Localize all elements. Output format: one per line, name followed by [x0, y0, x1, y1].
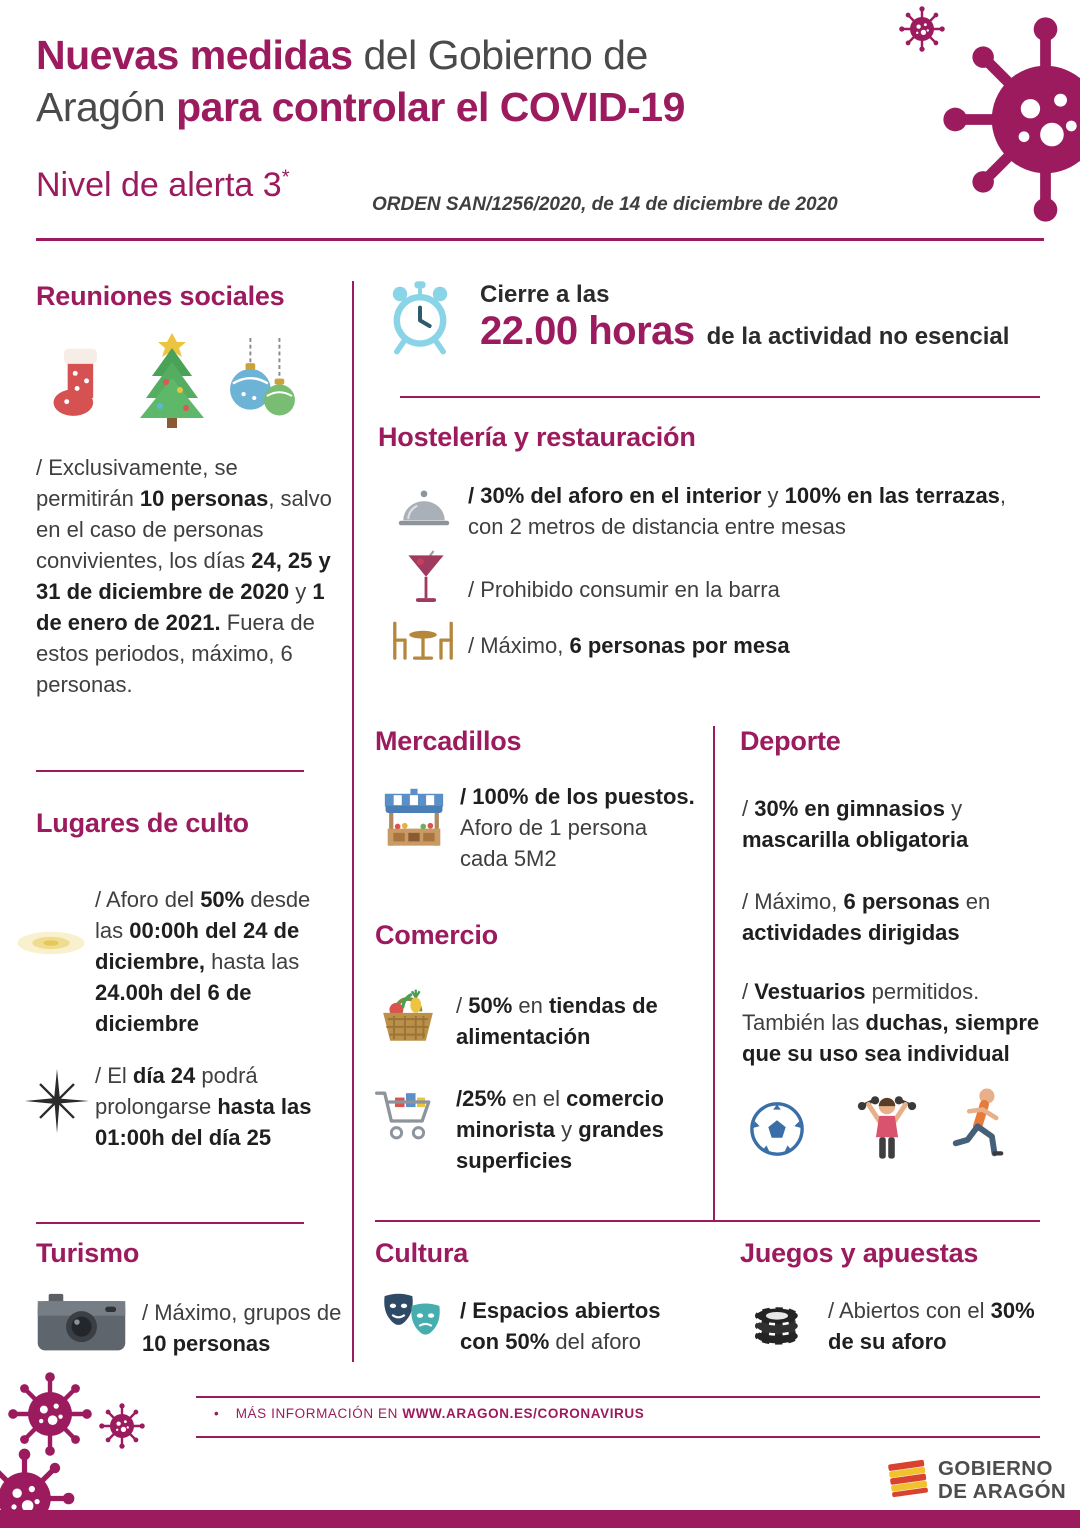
closure-banner: [480, 281, 1046, 354]
divider-vertical-columns: [713, 726, 715, 1220]
soccer-ball-icon: [748, 1100, 806, 1158]
section-title-juegos: Juegos y apuestas: [740, 1238, 979, 1268]
closure-line: [480, 309, 1046, 354]
deporte-item-2: / Máximo, 6 personas en actividades dirigidas: [742, 889, 991, 945]
footer-info-prefix: MÁS INFORMACIÓN EN: [235, 1406, 403, 1421]
closure-rest: de la actividad no esencial: [706, 323, 1010, 350]
turismo-body: / Máximo, grupos de 10 personas: [142, 1300, 342, 1356]
casino-chips-icon: [748, 1292, 806, 1348]
alert-level: [36, 166, 289, 205]
section-title-comercio: Comercio: [375, 920, 498, 950]
bottom-accent-bar: [0, 1510, 1080, 1528]
page-title-line1: Nuevas medidas del Gobierno de: [36, 32, 648, 78]
divider-closure: [400, 396, 1040, 398]
divider-vertical-main: [352, 281, 354, 1362]
footer-info: [214, 1406, 644, 1421]
comercio-item-2: /25% en el comercio minorista y grandes superficies: [456, 1086, 664, 1173]
divider-left-1: [36, 770, 304, 772]
christmas-star-icon: [24, 1068, 90, 1134]
alarm-clock-icon: [380, 278, 460, 358]
section-title-reuniones: Reuniones sociales: [36, 281, 285, 311]
christmas-tree-icon: [130, 330, 215, 430]
culto-item-2: / El día 24 podrá prolongarse hasta las 01:00h del día 25: [95, 1063, 312, 1150]
ornaments-icon: [222, 338, 302, 430]
aragon-flag-icon: [886, 1456, 930, 1500]
footer-url: WWW.ARAGON.ES/CORONAVIRUS: [402, 1406, 645, 1421]
hosteleria-item-2: / Prohibido consumir en la barra: [468, 577, 780, 602]
footer-divider-bottom: [196, 1436, 1040, 1438]
reuniones-body: / Exclusivamente, se permitirán 10 personas, salvo en el caso de personas convivientes, los días 24, 25 y 31 de diciembre de 2020 y 1 de enero de 2021. Fuera de estos periodos, máximo, 6 personas.: [36, 455, 332, 697]
coronavirus-icon: [938, 12, 1080, 227]
page-title: [36, 30, 926, 133]
runner-icon: [942, 1086, 1020, 1166]
coronavirus-icon-small: [898, 5, 946, 53]
alert-level-text: Nivel de alerta 3: [36, 166, 282, 204]
divider-left-2: [36, 1222, 304, 1224]
section-title-mercadillos: Mercadillos: [375, 726, 522, 756]
mercadillos-body: / 100% de los puestos. Aforo de 1 persona cada 5M2: [460, 784, 695, 871]
section-title-hosteleria: Hostelería y restauración: [378, 422, 696, 452]
section-title-turismo: Turismo: [36, 1238, 140, 1268]
footer-divider-top: [196, 1396, 1040, 1398]
table-chairs-icon: [390, 618, 456, 664]
serving-dish-icon: [396, 486, 452, 532]
government-logo-line1: GOBIERNO: [938, 1457, 1053, 1480]
coronavirus-icon-footer-2: [98, 1402, 146, 1450]
government-logo-line2: DE ARAGÓN: [938, 1480, 1067, 1503]
hosteleria-item-1: / 30% del aforo en el interior y 100% en las terrazas, con 2 metros de distancia entre mesas: [468, 483, 1007, 539]
candle-glow-icon: [12, 915, 90, 971]
weightlifter-icon: [850, 1088, 924, 1166]
section-title-deporte: Deporte: [740, 726, 841, 756]
footer-bullet: •: [214, 1406, 220, 1421]
deporte-item-1: / 30% en gimnasios y mascarilla obligatoria: [742, 796, 969, 852]
divider-bottom-row: [375, 1220, 1040, 1222]
page-title-line2: Aragón para controlar el COVID-19: [36, 83, 685, 130]
closure-intro: Cierre a las: [480, 281, 610, 308]
camera-icon: [34, 1292, 129, 1354]
deporte-item-3: / Vestuarios permitidos. También las duchas, siempre que su uso sea individual: [742, 979, 1040, 1066]
theater-masks-icon: [378, 1292, 446, 1344]
government-logo-text: [938, 1457, 1066, 1503]
christmas-stocking-icon: [44, 345, 114, 430]
hosteleria-item-3: / Máximo, 6 personas por mesa: [468, 633, 790, 658]
cocktail-icon: [404, 548, 448, 610]
coronavirus-icon-footer-1: [6, 1370, 94, 1458]
culto-item-1: / Aforo del 50% desde las 00:00h del 24 de diciembre, hasta las 24.00h del 6 de diciembre: [95, 887, 311, 1036]
alert-asterisk: *: [281, 166, 290, 189]
comercio-item-1: / 50% en tiendas de alimentación: [456, 993, 658, 1049]
header-divider: [36, 238, 1044, 241]
market-stall-icon: [382, 788, 446, 850]
order-reference: ORDEN SAN/1256/2020, de 14 de diciembre de 2020: [372, 194, 838, 215]
juegos-body: / Abiertos con el 30% de su aforo: [828, 1298, 1035, 1354]
closure-time: 22.00 horas: [480, 309, 695, 353]
section-title-cultura: Cultura: [375, 1238, 469, 1268]
food-basket-icon: [377, 985, 439, 1047]
shopping-cart-icon: [373, 1085, 439, 1149]
cultura-body: / Espacios abiertos con 50% del aforo: [460, 1298, 661, 1354]
section-title-culto: Lugares de culto: [36, 808, 249, 838]
